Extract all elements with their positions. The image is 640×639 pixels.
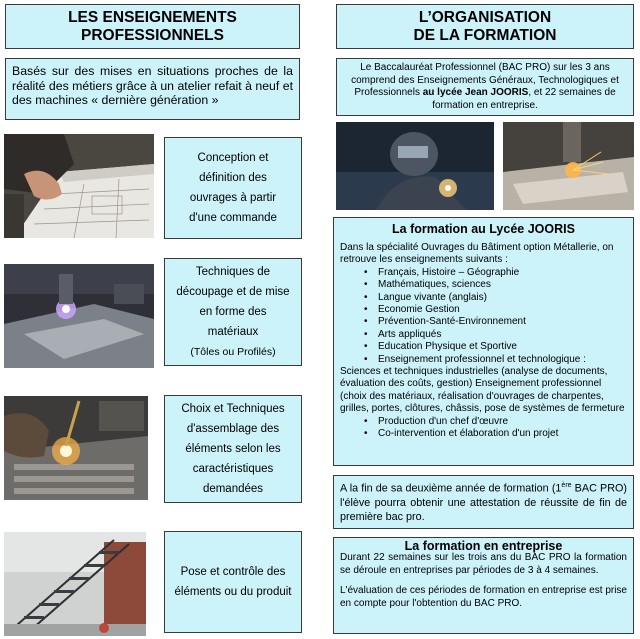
formation-lycee-list2 — [340, 416, 627, 441]
activity-3-line4: caractéristiques — [192, 463, 274, 475]
formation-entreprise-title: La formation en entreprise — [404, 539, 563, 553]
intro-right-box — [336, 58, 634, 116]
activity-box-4 — [164, 531, 302, 633]
photo-welding — [4, 396, 148, 500]
list-item: • Enseignement professionnel et technologique : — [378, 354, 627, 366]
activity-2-line3: en forme des — [199, 306, 267, 318]
intro-left-text: Basés sur des mises en situations proches de la réalité des métiers grâce à un atelier refait à neuf et des machines « dernière génération » — [12, 64, 293, 107]
activity-box-3 — [164, 395, 302, 503]
left-header-line2: PROFESSIONNELS — [81, 26, 224, 44]
attestation-text1: A la fin de sa deuxième année de formation (1 — [340, 482, 562, 495]
intro-right-text1: Le Baccalauréat Professionnel (BAC PRO) sur les 3 ans comprend des Enseignements Généraux, Technologiques et Professionnels — [351, 62, 619, 98]
list-item: • Co-intervention et élaboration d'un projet — [378, 428, 627, 440]
activity-3-line2: d'assemblage des — [186, 423, 280, 435]
intro-left-box — [5, 58, 300, 120]
list-item: • Français, Histoire – Géographie — [378, 267, 627, 279]
list-item: • Production d'un chef d'œuvre — [378, 416, 627, 428]
formation-entreprise-p2: L'évaluation de ces périodes de formation en entreprise est prise en compte pour l'obtention du BAC PRO. — [340, 585, 627, 609]
activity-1-line1: Conception et — [197, 152, 269, 164]
activity-4-line1: Pose et contrôle des — [180, 566, 286, 578]
right-header — [336, 4, 634, 49]
attestation-text2: BAC PRO) l'élève pourra obtenir une attestation de réussite de fin de première bac pro. — [340, 482, 627, 523]
activity-2-line4: matériaux — [207, 326, 259, 338]
activity-4-line2: éléments ou du produit — [174, 586, 292, 598]
activity-box-2 — [164, 258, 302, 366]
activity-3-line3: éléments selon les — [185, 443, 281, 455]
list-item: • Economie Gestion — [378, 304, 627, 316]
photo-drawing-plans — [4, 134, 154, 238]
attestation-sup: ère — [561, 482, 572, 489]
activity-box-1 — [164, 137, 302, 239]
activity-2-line1: Techniques de — [195, 266, 271, 278]
formation-entreprise-box — [333, 537, 634, 634]
right-header-line1: L’ORGANISATION — [418, 8, 552, 26]
formation-entreprise-p1: Durant 22 semaines sur les trois ans du BAC PRO la formation se déroule en entreprises par périodes de 3 à 4 semaines. — [340, 552, 627, 576]
intro-right-bold: au lycée Jean JOORIS — [422, 87, 529, 98]
activity-2-line2: découpage et de mise — [176, 286, 290, 298]
formation-lycee-paragraph: Sciences et techniques industrielles (analyse de documents, évaluation des coûts, gestion) Enseignement professionnel (choix des matériaux, réalisation d'ouvrages de charpentes, grilles, portes, clôtures, châssis, pose de systèmes de fermeture — [340, 366, 625, 415]
intro-right-text2: , et 22 semaines de formation en entreprise. — [432, 87, 616, 111]
formation-lycee-box — [333, 217, 634, 466]
formation-lycee-title: La formation au Lycée JOORIS — [392, 222, 575, 236]
activity-3-line1: Choix et Techniques — [181, 403, 285, 415]
formation-lycee-list — [340, 267, 627, 366]
left-header-line1: LES ENSEIGNEMENTS — [68, 8, 237, 26]
list-item: • Mathématiques, sciences — [378, 279, 627, 291]
activity-1-line3: ouvrages à partir — [189, 192, 277, 204]
activity-1-line2: définition des — [199, 172, 267, 184]
photo-welder-mask — [336, 122, 494, 210]
activity-2-line5: (Tôles ou Profilés) — [190, 346, 276, 358]
list-item: • Education Physique et Sportive — [378, 341, 627, 353]
activity-1-line4: d'une commande — [189, 212, 277, 224]
left-header — [5, 4, 300, 49]
right-header-line2: DE LA FORMATION — [413, 26, 557, 44]
list-item: • Langue vivante (anglais) — [378, 292, 627, 304]
formation-lycee-intro: Dans la spécialité Ouvrages du Bâtiment option Métallerie, on retrouve les enseignements suivants : — [340, 242, 614, 266]
activity-3-line5: demandées — [202, 483, 264, 495]
attestation-box — [333, 475, 634, 529]
photo-cutting — [4, 264, 154, 368]
list-item: • Arts appliqués — [378, 329, 627, 341]
list-item: • Prévention-Santé-Environnement — [378, 316, 627, 328]
photo-laser-cutting — [503, 122, 634, 210]
photo-staircase — [4, 532, 146, 636]
